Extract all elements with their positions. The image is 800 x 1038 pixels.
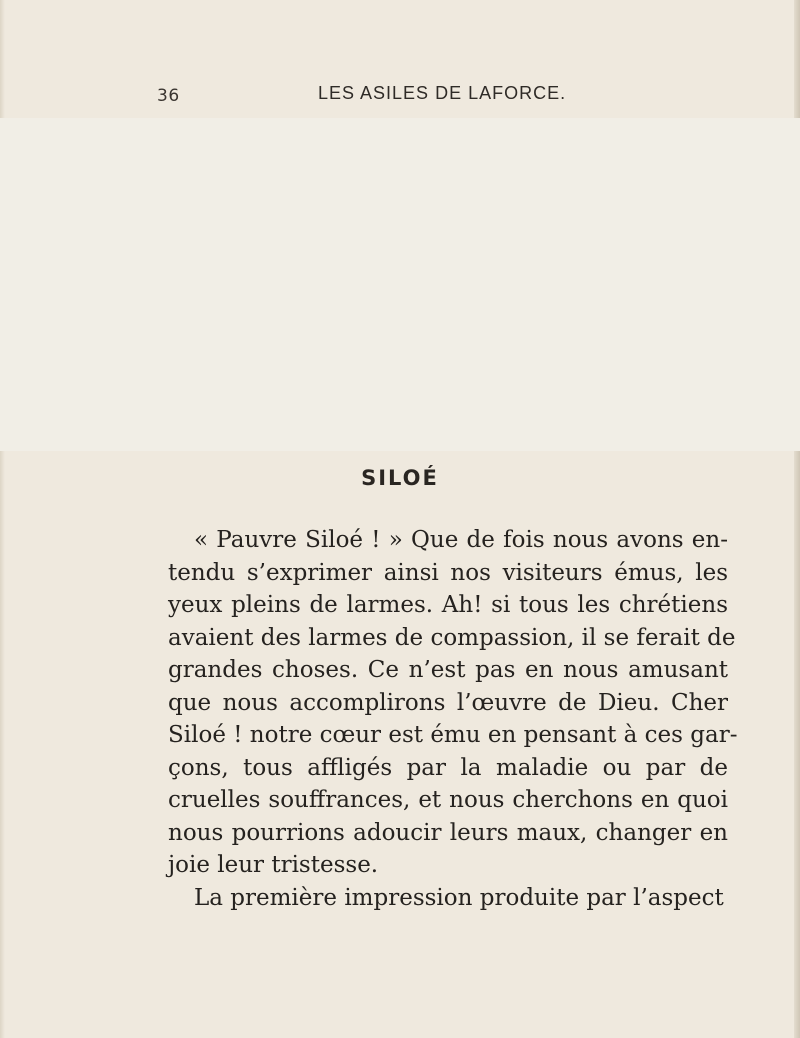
- blank-space: [0, 118, 800, 451]
- text-line: « Pauvre Siloé ! » Que de fois nous avons en-: [194, 527, 728, 553]
- text-line: La première impression produite par l’aspect: [194, 884, 724, 911]
- page-header: [0, 80, 800, 110]
- running-head: LES ASILES DE LAFORCE.: [318, 83, 567, 103]
- section-title: SILOÉ: [361, 466, 439, 490]
- text-line: yeux pleins de larmes. Ah! si tous les chrétiens: [168, 592, 728, 618]
- page-number: 36: [157, 86, 180, 106]
- text-line: çons, tous affligés par la maladie ou par de: [168, 754, 728, 781]
- text-line: tendu s’exprimer ainsi nos visiteurs émus, les: [168, 559, 728, 586]
- text-line: cruelles souffrances, et nous cherchons en quoi: [168, 787, 728, 813]
- text-line: nous pourrions adoucir leurs maux, changer en: [168, 819, 728, 846]
- text-line: joie leur tristesse.: [168, 852, 379, 878]
- text-line: avaient des larmes de compassion, il se ferait de: [168, 624, 736, 651]
- text-line: grandes choses. Ce n’est pas en nous amusant: [168, 657, 728, 683]
- text-line: que nous accomplirons l’œuvre de Dieu. Cher: [168, 689, 728, 716]
- text-line: Siloé ! notre cœur est ému en pensant à ces gar-: [168, 722, 738, 748]
- body-paragraphs: [168, 524, 738, 914]
